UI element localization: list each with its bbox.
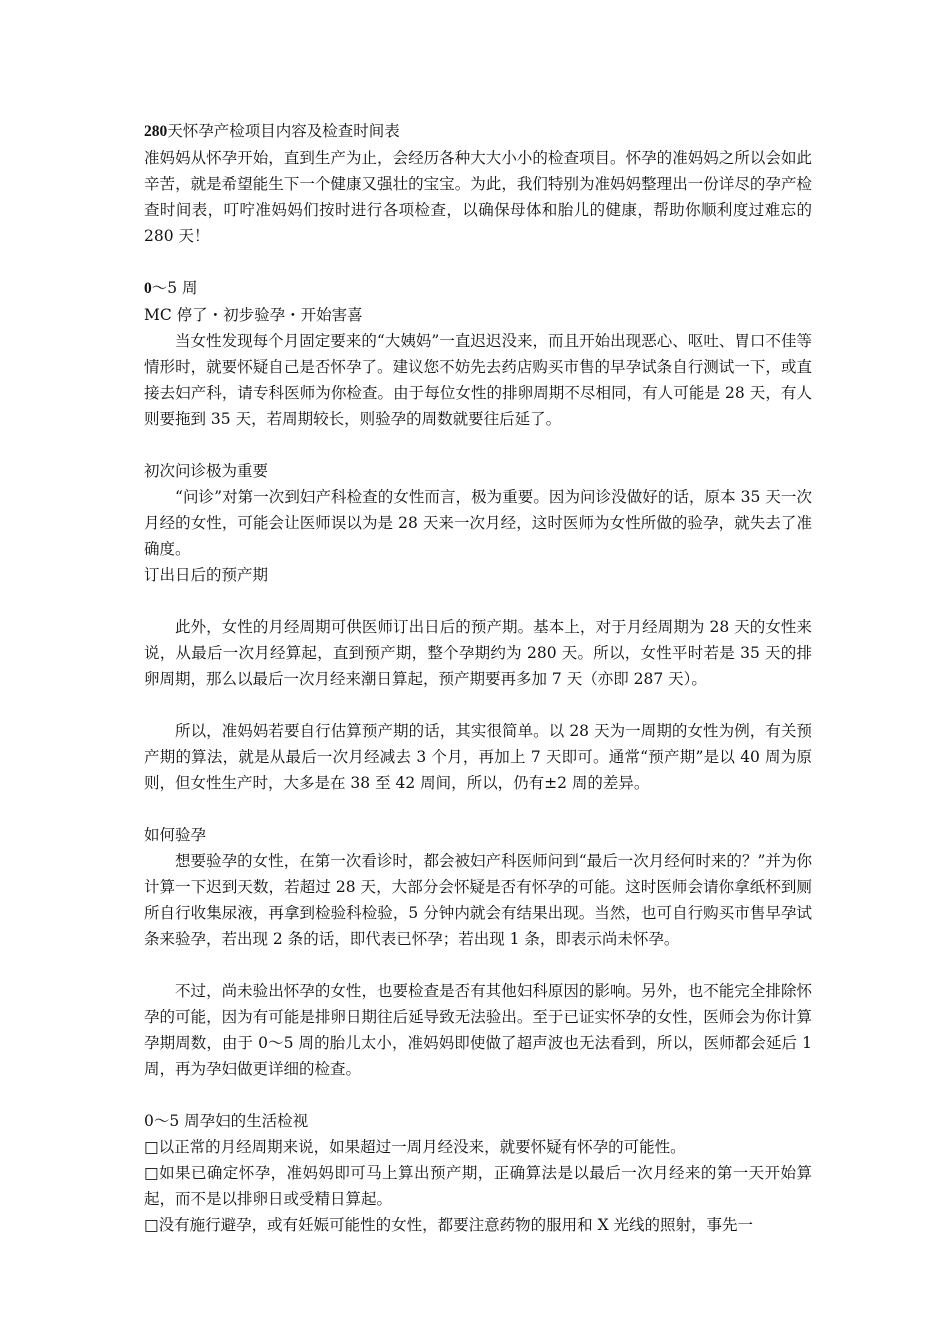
- section1-paragraph: 当女性发现每个月固定要来的“大姨妈”一直迟迟没来，而且开始出现恶心、呕吐、胃口不佳等情形时，就要怀疑自己是否怀孕了。建议您不妨先去药店购买市售的早孕试条自行测试一下，或直接去妇产科，请专科医师为你检查。由于每位女性的排卵周期不尽相同，有人可能是 28 天，有人则要拖到 35 天，若周期较长，则验孕的周数就要往后延了。: [144, 332, 812, 428]
- spacer: [144, 432, 812, 458]
- title-number: 280: [144, 123, 168, 140]
- title-text: 天怀孕产检项目内容及检查时间表: [167, 122, 400, 140]
- section-subtitle: MC 停了・初步验孕・开始害喜: [144, 306, 363, 324]
- section3-heading: 订出日后的预产期: [144, 566, 269, 584]
- section-heading-text: ～5 周: [151, 279, 198, 297]
- section4-paragraph-2: 不过，尚未验出怀孕的女性，也要检查是否有其他妇科原因的影响。另外，也不能完全排除怀孕的可能，因为有可能是排卵日期往后延导致无法验出。至于已证实怀孕的女性，医师会为你计算孕期周数，由于 0～5 周的胎儿太小，准妈妈即使做了超声波也无法看到，所以，医师都会延后 1 周，再为孕妇做更详细的检查。: [144, 982, 812, 1078]
- document-title: [144, 118, 812, 145]
- checklist-item: □以正常的月经周期来说，如果超过一周月经没来，就要怀疑有怀孕的可能性。: [144, 1138, 686, 1156]
- checklist-item: □如果已确定怀孕，准妈妈即可马上算出预产期，正确算法是以最后一次月经来的第一天开始算起，而不是以排卵日或受精日算起。: [144, 1164, 812, 1208]
- section4-heading: 如何验孕: [144, 826, 207, 844]
- section4-paragraph-1: 想要验孕的女性，在第一次看诊时，都会被妇产科医师问到“最后一次月经何时来的？”并为你计算一下迟到天数，若超过 28 天，大部分会怀疑是否有怀孕的可能。这时医师会请你拿纸杯到厕所自行收集尿液，再拿到检验科检验，5 分钟内就会有结果出现。当然，也可自行购买市售早孕试条来验孕，若出现 2 条的话，即代表已怀孕；若出现 1 条，即表示尚未怀孕。: [144, 852, 812, 948]
- checklist-item: □没有施行避孕，或有妊娠可能性的女性，都要注意药物的服用和 X 光线的照射，事先一: [144, 1216, 754, 1234]
- spacer: [144, 952, 812, 978]
- section2-paragraph: “问诊”对第一次到妇产科检查的女性而言，极为重要。因为问诊没做好的话，原本 35 天一次月经的女性，可能会让医师误以为是 28 天来一次月经，这时医师为女性所做的验孕，就失去了准确度。: [144, 488, 812, 558]
- document-body: [144, 118, 812, 1238]
- spacer: [144, 796, 812, 822]
- section3-paragraph-1: 此外，女性的月经周期可供医师订出日后的预产期。基本上，对于月经周期为 28 天的女性来说，从最后一次月经算起，直到预产期，整个孕期约为 280 天。所以，女性平时若是 35 天的排卵周期，那么以最后一次月经来潮日算起，预产期要再多加 7 天（亦即 287 天）。: [144, 618, 812, 688]
- section-heading-number: 0: [144, 280, 152, 297]
- intro-paragraph: 准妈妈从怀孕开始，直到生产为止，会经历各种大大小小的检查项目。怀孕的准妈妈之所以会如此辛苦，就是希望能生下一个健康又强壮的宝宝。为此，我们特别为准妈妈整理出一份详尽的孕产检查时间表，叮咛准妈妈们按时进行各项检查，以确保母体和胎儿的健康，帮助你顺利度过难忘的 280 天！: [144, 149, 812, 245]
- section5-heading: 0～5 周孕妇的生活检视: [144, 1112, 309, 1130]
- section3-paragraph-2: 所以，准妈妈若要自行估算预产期的话，其实很简单。以 28 天为一周期的女性为例，有关预产期的算法，就是从最后一次月经减去 3 个月，再加上 7 天即可。通常“预产期”是以 40 周为原则，但女性生产时，大多是在 38 至 42 周间，所以，仍有±2 周的差异。: [144, 722, 812, 792]
- section-heading-0-5-weeks: [144, 275, 812, 302]
- spacer: [144, 249, 812, 275]
- spacer: [144, 588, 812, 614]
- spacer: [144, 1082, 812, 1108]
- section2-heading: 初次问诊极为重要: [144, 462, 269, 480]
- spacer: [144, 692, 812, 718]
